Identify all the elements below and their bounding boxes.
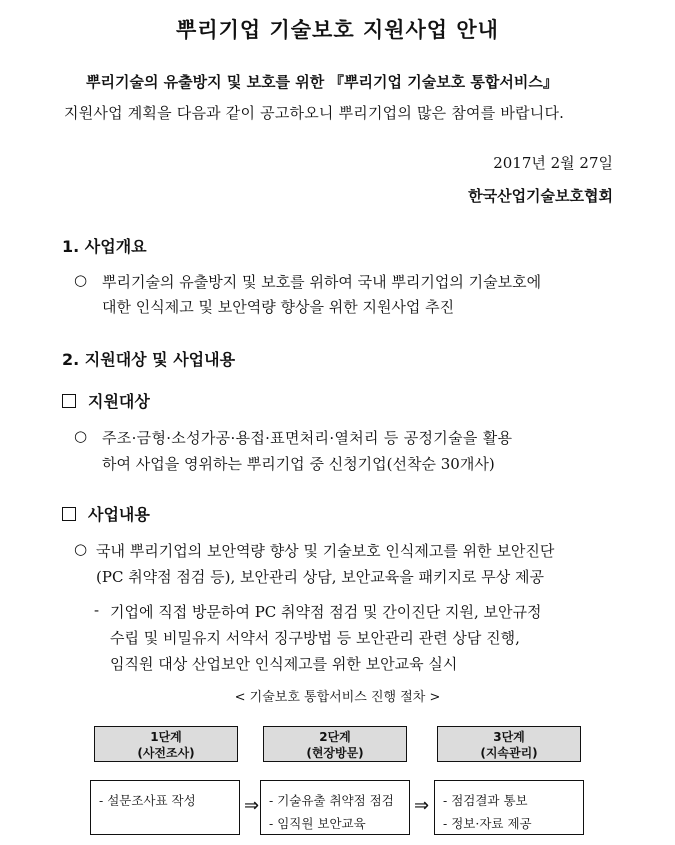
process-caption: < 기술보호 통합서비스 진행 절차 > bbox=[234, 690, 441, 705]
content-detail-dash: - bbox=[94, 601, 100, 619]
content-line-2: (PC 취약점 점검 등), 보안관리 상담, 보안교육을 패키지로 무상 제공 bbox=[96, 568, 544, 586]
section-1-heading: 1. 사업개요 bbox=[62, 237, 147, 256]
content-heading-label: 사업내용 bbox=[88, 505, 150, 524]
section-2-heading: 2. 지원대상 및 사업내용 bbox=[62, 350, 236, 369]
square-bullet-icon bbox=[62, 507, 76, 521]
stage-3-box bbox=[437, 726, 581, 762]
intro-prefix: 뿌리기술의 유출방지 및 보호를 위한 bbox=[86, 73, 325, 91]
stage-1-step: 1단계 bbox=[150, 730, 182, 744]
organization-name: 한국산업기술보호협회 bbox=[468, 187, 613, 205]
section-1-line-2: 대한 인식제고 및 보안역량 향상을 위한 지원사업 추진 bbox=[102, 298, 455, 316]
stage-2-tasks bbox=[260, 780, 410, 835]
stage-2-step: 2단계 bbox=[319, 730, 351, 744]
content-line-1: 국내 뿌리기업의 보안역량 향상 및 기술보호 인식제고를 위한 보안진단 bbox=[96, 542, 555, 560]
stage-1-task-1: - 설문조사표 작성 bbox=[99, 793, 196, 808]
square-bullet-icon bbox=[62, 394, 76, 408]
target-heading bbox=[62, 389, 150, 412]
page-title: 뿌리기업 기술보호 지원사업 안내 bbox=[176, 18, 499, 42]
stage-2-box bbox=[263, 726, 407, 762]
stage-3-name: (지속관리) bbox=[480, 746, 538, 760]
content-heading bbox=[62, 502, 150, 525]
announcement-date: 2017년 2월 27일 bbox=[493, 154, 613, 172]
circle-bullet-icon: ○ bbox=[74, 427, 88, 445]
right-arrow-icon: ⇒ bbox=[414, 795, 430, 816]
stage-3-task-1: - 점검결과 통보 bbox=[443, 793, 528, 808]
content-detail-line-2: 수립 및 비밀유지 서약서 징구방법 등 보안관리 관련 상담 진행, bbox=[110, 629, 520, 647]
intro-line-2: 지원사업 계획을 다음과 같이 공고하오니 뿌리기업의 많은 참여를 바랍니다. bbox=[64, 104, 565, 122]
stage-1-name: (사전조사) bbox=[137, 746, 195, 760]
circle-bullet-icon: ○ bbox=[74, 540, 88, 558]
content-detail-line-3: 임직원 대상 산업보안 인식제고를 위한 보안교육 실시 bbox=[110, 655, 458, 673]
right-arrow-icon: ⇒ bbox=[244, 795, 260, 816]
stage-3-step: 3단계 bbox=[493, 730, 525, 744]
target-heading-label: 지원대상 bbox=[88, 392, 150, 411]
target-line-2: 하여 사업을 영위하는 뿌리기업 중 신청기업(선착순 30개사) bbox=[102, 455, 495, 473]
stage-3-tasks bbox=[434, 780, 584, 835]
stage-2-task-1: - 기술유출 취약점 점검 bbox=[269, 793, 394, 808]
stage-2-task-2: - 임직원 보안교육 bbox=[269, 816, 366, 831]
target-bullet bbox=[74, 427, 87, 445]
stage-1-box bbox=[94, 726, 238, 762]
content-bullet bbox=[74, 540, 87, 558]
section-1-bullet bbox=[74, 271, 87, 289]
stage-3-task-2: - 정보·자료 제공 bbox=[443, 816, 532, 831]
target-line-1: 주조·금형·소성가공·용접·표면처리·열처리 등 공정기술을 활용 bbox=[102, 429, 513, 447]
intro-line-1 bbox=[86, 71, 558, 92]
stage-2-name: (현장방문) bbox=[306, 746, 364, 760]
circle-bullet-icon: ○ bbox=[74, 271, 88, 289]
section-1-line-1: 뿌리기술의 유출방지 및 보호를 위하여 국내 뿌리기업의 기술보호에 bbox=[102, 273, 542, 291]
intro-program-name: 『뿌리기업 기술보호 통합서비스』 bbox=[329, 73, 558, 91]
content-detail-line-1: 기업에 직접 방문하여 PC 취약점 점검 및 간이진단 지원, 보안규정 bbox=[110, 603, 542, 621]
stage-1-tasks bbox=[90, 780, 240, 835]
